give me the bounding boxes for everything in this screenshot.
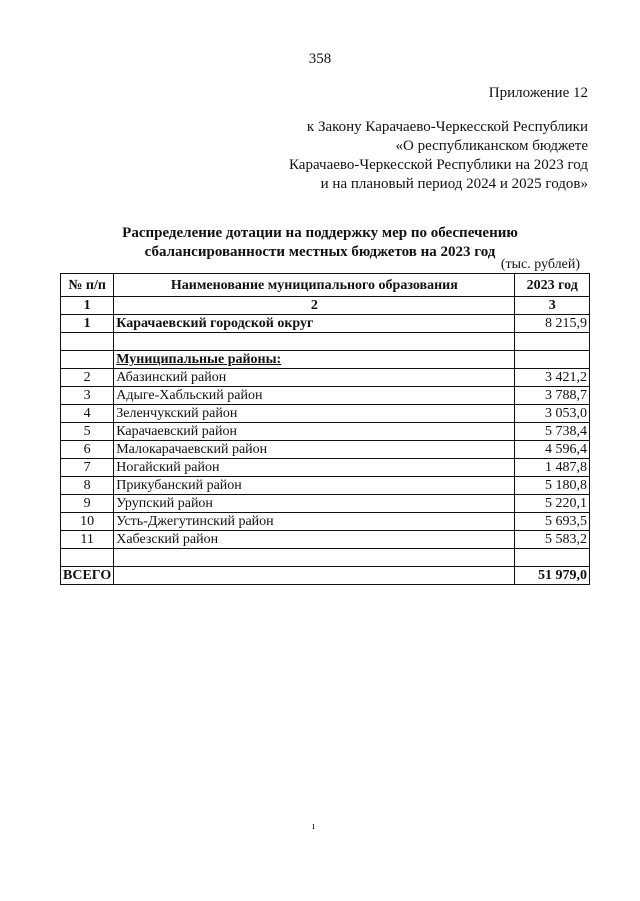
row-value: 4 596,4	[515, 441, 590, 459]
row-value: 3 053,0	[515, 405, 590, 423]
law-reference-line: Карачаево-Черкесской Республики на 2023 год	[289, 157, 588, 173]
districts-heading: Муниципальные районы:	[114, 351, 515, 369]
row-value: 5 693,5	[515, 513, 590, 531]
table-row	[61, 477, 590, 495]
appendix-title: Приложение 12	[488, 85, 588, 101]
header-name: Наименование муниципального образования	[114, 274, 515, 297]
row-number: 5	[61, 423, 114, 441]
document-title-line: сбалансированности местных бюджетов на 2023 год	[144, 244, 496, 260]
page-number: 358	[308, 51, 332, 67]
empty-row	[61, 333, 590, 351]
row-value: 5 738,4	[515, 423, 590, 441]
row-name: Карачаевский городской округ	[114, 315, 515, 333]
total-row	[61, 567, 590, 585]
row-name: Урупский район	[114, 495, 515, 513]
row-name: Зеленчукский район	[114, 405, 515, 423]
row-value: 8 215,9	[515, 315, 590, 333]
table-row	[61, 531, 590, 549]
units-label: (тыс. рублей)	[500, 257, 580, 272]
document-title-line: Распределение дотации на поддержку мер по обеспечению	[122, 225, 518, 241]
row-number: 7	[61, 459, 114, 477]
law-reference-line: к Закону Карачаево-Черкесской Республики	[306, 119, 588, 135]
row-name: Ногайский район	[114, 459, 515, 477]
row-number: 3	[61, 387, 114, 405]
table-row	[61, 441, 590, 459]
row-value: 5 220,1	[515, 495, 590, 513]
row-value: 5 583,2	[515, 531, 590, 549]
budget-table	[60, 273, 590, 585]
section-heading-row	[61, 351, 590, 369]
table-row	[61, 387, 590, 405]
row-number: 8	[61, 477, 114, 495]
row-number: 4	[61, 405, 114, 423]
law-reference-line: «О республиканском бюджете	[395, 138, 588, 154]
column-number: 2	[114, 297, 515, 315]
table-row	[61, 495, 590, 513]
total-label: ВСЕГО	[61, 567, 114, 585]
row-name: Карачаевский район	[114, 423, 515, 441]
table-row	[61, 513, 590, 531]
row-value: 5 180,8	[515, 477, 590, 495]
row-number: 6	[61, 441, 114, 459]
table-row	[61, 459, 590, 477]
table-row	[61, 405, 590, 423]
row-number: 11	[61, 531, 114, 549]
row-name: Адыге-Хабльский район	[114, 387, 515, 405]
row-number: 2	[61, 369, 114, 387]
column-number-row	[61, 297, 590, 315]
row-number: 1	[61, 315, 114, 333]
row-number: 9	[61, 495, 114, 513]
column-number: 3	[515, 297, 590, 315]
row-value: 3 421,2	[515, 369, 590, 387]
row-name: Прикубанский район	[114, 477, 515, 495]
row-name: Усть-Джегутинский район	[114, 513, 515, 531]
row-value: 1 487,8	[515, 459, 590, 477]
table-header-row	[61, 274, 590, 297]
row-value: 3 788,7	[515, 387, 590, 405]
table-row	[61, 423, 590, 441]
footer-mark: ı	[312, 821, 315, 832]
table-row	[61, 315, 590, 333]
empty-row	[61, 549, 590, 567]
table-row	[61, 369, 590, 387]
header-value: 2023 год	[515, 274, 590, 297]
law-reference-line: и на плановый период 2024 и 2025 годов»	[320, 176, 588, 192]
header-number: № п/п	[61, 274, 114, 297]
law-reference	[289, 118, 588, 194]
row-name: Абазинский район	[114, 369, 515, 387]
row-number: 10	[61, 513, 114, 531]
row-name: Хабезский район	[114, 531, 515, 549]
total-value: 51 979,0	[515, 567, 590, 585]
row-name: Малокарачаевский район	[114, 441, 515, 459]
column-number: 1	[61, 297, 114, 315]
